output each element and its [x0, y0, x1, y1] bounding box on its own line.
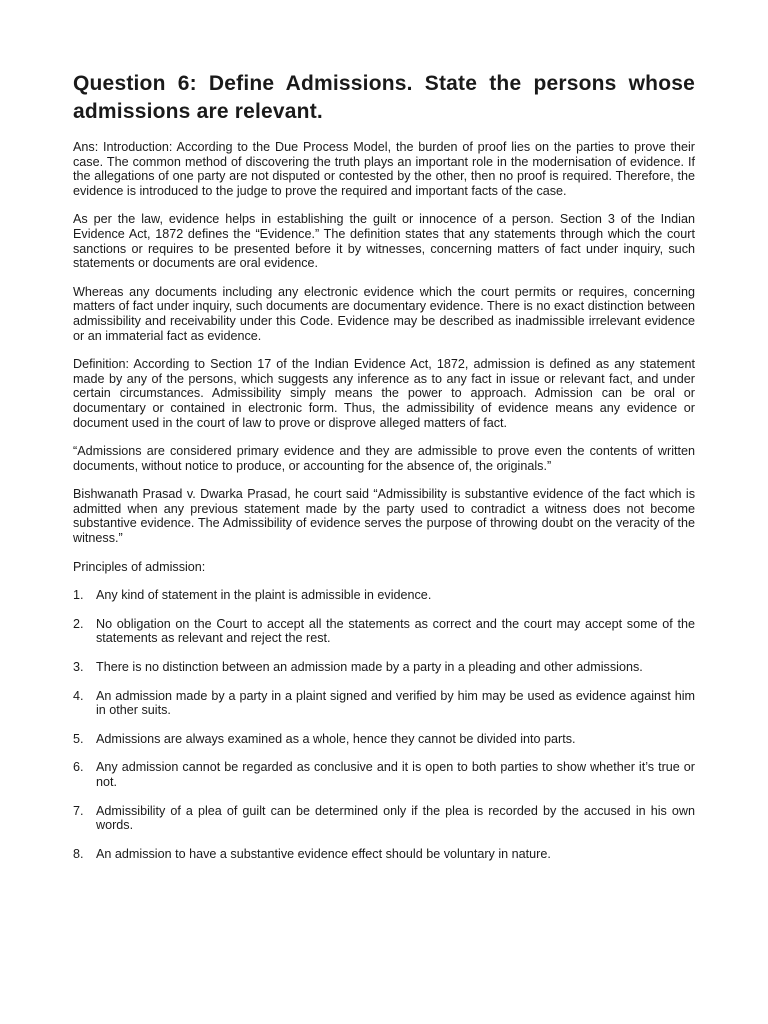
paragraph-admission-definition: Definition: According to Section 17 of the Indian Evidence Act, 1872, admission is defined as any statement made by any of the persons, which suggests any inference as to any fact in issue or relevant fact, and under certain circumstances. Admissibility simply means the power to approach. Admission can be oral or documentary or contained in electronic form. Thus, the admissibility of evidence means any evidence or document used in the court of law to prove or disprove alleged matters of fact.	[73, 357, 695, 430]
list-item-number: 2.	[73, 616, 84, 631]
principles-list	[73, 588, 695, 861]
list-item-number: 1.	[73, 588, 84, 603]
list-item-text: Any kind of statement in the plaint is admissible in evidence.	[96, 588, 432, 603]
list-item-text: Any admission cannot be regarded as conclusive and it is open to both parties to show whether it’s true or not.	[96, 760, 695, 789]
paragraph-introduction: Ans: Introduction: According to the Due Process Model, the burden of proof lies on the parties to prove their case. The common method of discovering the truth plays an important role in the modernisation of evidence. If the allegations of one party are not disputed or contested by the other, then no proof is required. Therefore, the evidence is introduced to the judge to prove the required and important facts of the case.	[73, 140, 695, 198]
list-item-number: 8.	[73, 846, 84, 861]
list-item	[73, 760, 695, 789]
list-item	[73, 804, 695, 833]
list-item	[73, 732, 695, 747]
list-item-text: There is no distinction between an admission made by a party in a pleading and other admissions.	[96, 660, 643, 675]
principles-heading: Principles of admission:	[73, 559, 206, 574]
paragraph-documentary-evidence: Whereas any documents including any electronic evidence which the court permits or requires, concerning matters of fact under inquiry, such documents are documentary evidence. There is no exact distinction between admissibility and receivability under this Code. Evidence may be described as inadmissible irrelevant evidence or an immaterial fact as evidence.	[73, 284, 695, 343]
list-item	[73, 660, 695, 675]
list-item-number: 4.	[73, 688, 84, 703]
list-item-number: 3.	[73, 660, 84, 675]
list-item	[73, 689, 695, 718]
paragraph-quote: “Admissions are considered primary evidence and they are admissible to prove even the contents of written documents, without notice to produce, or accounting for the absence of, the originals.”	[73, 444, 695, 473]
list-item-text: Admissibility of a plea of guilt can be determined only if the plea is recorded by the accused in his own words.	[96, 803, 695, 833]
list-item-text: Admissions are always examined as a whole, hence they cannot be divided into parts.	[96, 731, 576, 746]
list-item-number: 5.	[73, 731, 84, 746]
list-item-text: No obligation on the Court to accept all the statements as correct and the court may accept some of the statements as relevant and reject the rest.	[96, 616, 695, 646]
list-item-number: 7.	[73, 803, 84, 818]
paragraph-evidence-definition: As per the law, evidence helps in establishing the guilt or innocence of a person. Section 3 of the Indian Evidence Act, 1872 defines the “Evidence.” The definition states that any statements through which the court sanctions or requires to be presented before it by witnesses, concerning matters of fact under inquiry, such statements or documents are oral evidence.	[73, 212, 695, 271]
page-title: Question 6: Define Admissions. State the persons whose admissions are relevant.	[73, 72, 695, 123]
list-item-text: An admission to have a substantive evidence effect should be voluntary in nature.	[96, 846, 551, 861]
list-item-text: An admission made by a party in a plaint signed and verified by him may be used as evidence against him in other suits.	[96, 688, 695, 718]
list-item	[73, 847, 695, 862]
document-page	[73, 70, 695, 875]
paragraph-case-law: Bishwanath Prasad v. Dwarka Prasad, he court said “Admissibility is substantive evidence of the fact which is admitted when any previous statement made by the party used to contradict a witness does not become substantive evidence. The Admissibility of evidence serves the purpose of throwing doubt on the veracity of the witness.”	[73, 487, 695, 546]
list-item	[73, 588, 695, 603]
list-item	[73, 617, 695, 646]
list-item-number: 6.	[73, 760, 84, 775]
